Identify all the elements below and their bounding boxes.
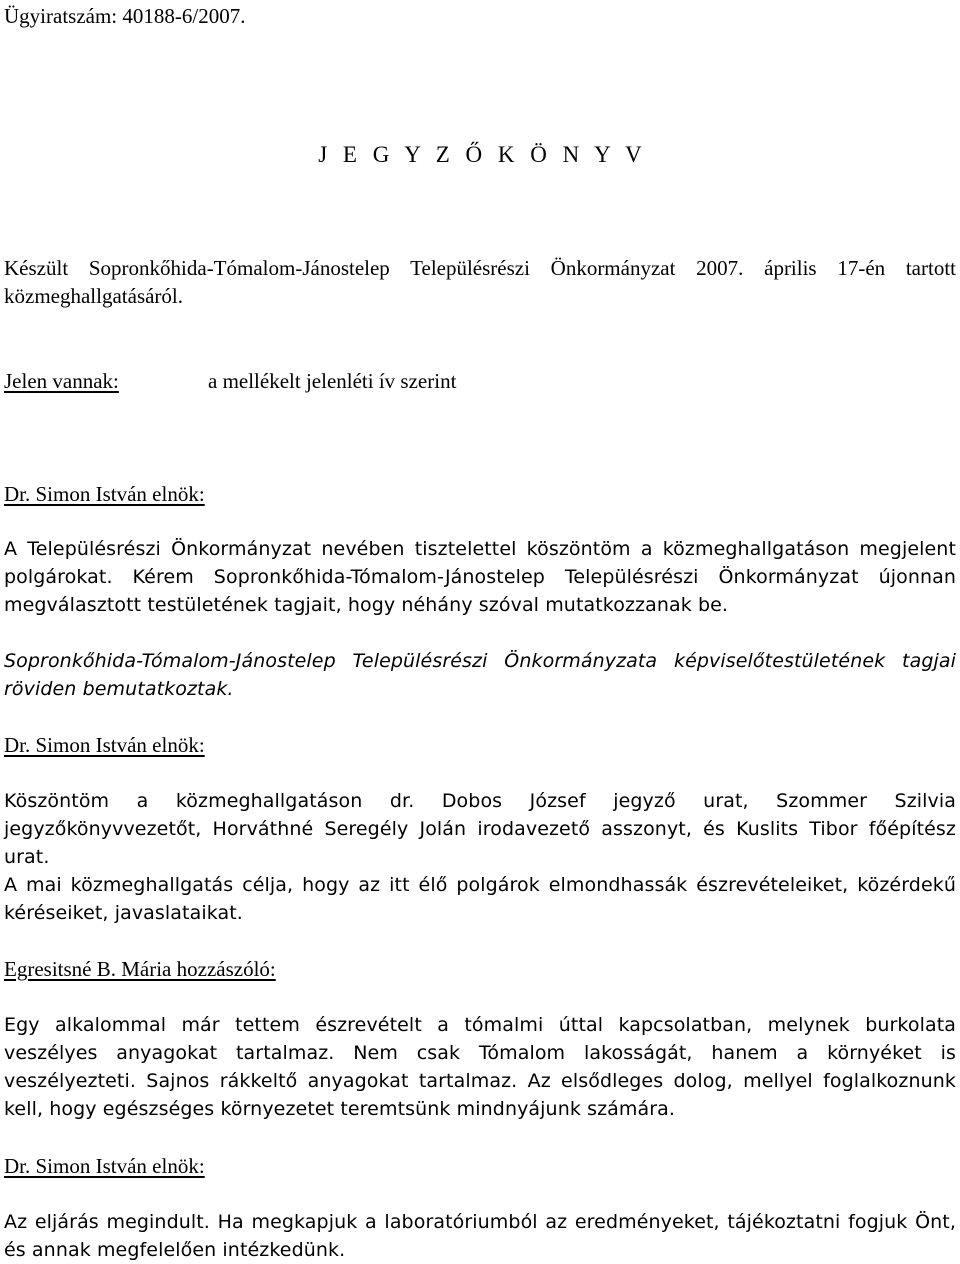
- document-title: J E G Y Z Ő K Ö N Y V: [318, 142, 642, 167]
- speaker-heading: Dr. Simon István elnök:: [4, 482, 205, 506]
- speaker-heading: Egresitsné B. Mária hozzászóló:: [4, 957, 276, 981]
- speech-paragraph: Egy alkalommal már tettem észrevételt a tómalmi úttal kapcsolatban, melynek burkolata veszélyes anyagokat tartalmaz. Nem csak Tómalom lakosságát, hanem a környéket is veszélyezteti. Sajnos rákkeltő anyagokat tartalmaz. Az elsődleges dolog, mellyel foglalkoznunk kell, hogy egészséges környezetet teremtsünk mindnyájunk számára.: [4, 1014, 956, 1120]
- speaker-heading: Dr. Simon István elnök:: [4, 1154, 205, 1178]
- speaker-heading: Dr. Simon István elnök:: [4, 733, 205, 757]
- speech-paragraph: A mai közmeghallgatás célja, hogy az itt élő polgárok elmondhassák észrevételeiket, közérdekű kéréseiket, javaslataikat.: [4, 874, 956, 924]
- file-number: Ügyiratszám: 40188-6/2007.: [4, 4, 246, 28]
- speech-paragraph: Az eljárás megindult. Ha megkapjuk a laboratóriumból az eredményeket, tájékoztatni fogjuk Önt, és annak megfelelően intézkedünk.: [4, 1211, 956, 1261]
- speech-paragraph: A Településrészi Önkormányzat nevében tisztelettel köszöntöm a közmeghallgatáson megjelent polgárokat. Kérem Sopronkőhida-Tómalom-Jánostelep Településrészi Önkormányzat újonnan megválasztott testületének tagjait, hogy néhány szóval mutatkozzanak be.: [4, 538, 956, 616]
- minutes-note: Sopronkőhida-Tómalom-Jánostelep Településrészi Önkormányzata képviselőtestületének tagjai röviden bemutatkoztak.: [4, 650, 956, 700]
- speech-paragraph: Köszöntöm a közmeghallgatáson dr. Dobos József jegyző urat, Szommer Szilvia jegyzőkönyvvezetőt, Horváthné Seregély Jolán irodavezető asszonyt, és Kuslits Tibor főépítész urat.: [4, 790, 956, 868]
- attendance-value: a mellékelt jelenléti ív szerint: [208, 369, 457, 393]
- attendance-label: Jelen vannak:: [4, 369, 119, 393]
- intro-paragraph: Készült Sopronkőhida-Tómalom-Jánostelep Településrészi Önkormányzat 2007. április 17-én tartott közmeghallgatásáról.: [4, 256, 956, 308]
